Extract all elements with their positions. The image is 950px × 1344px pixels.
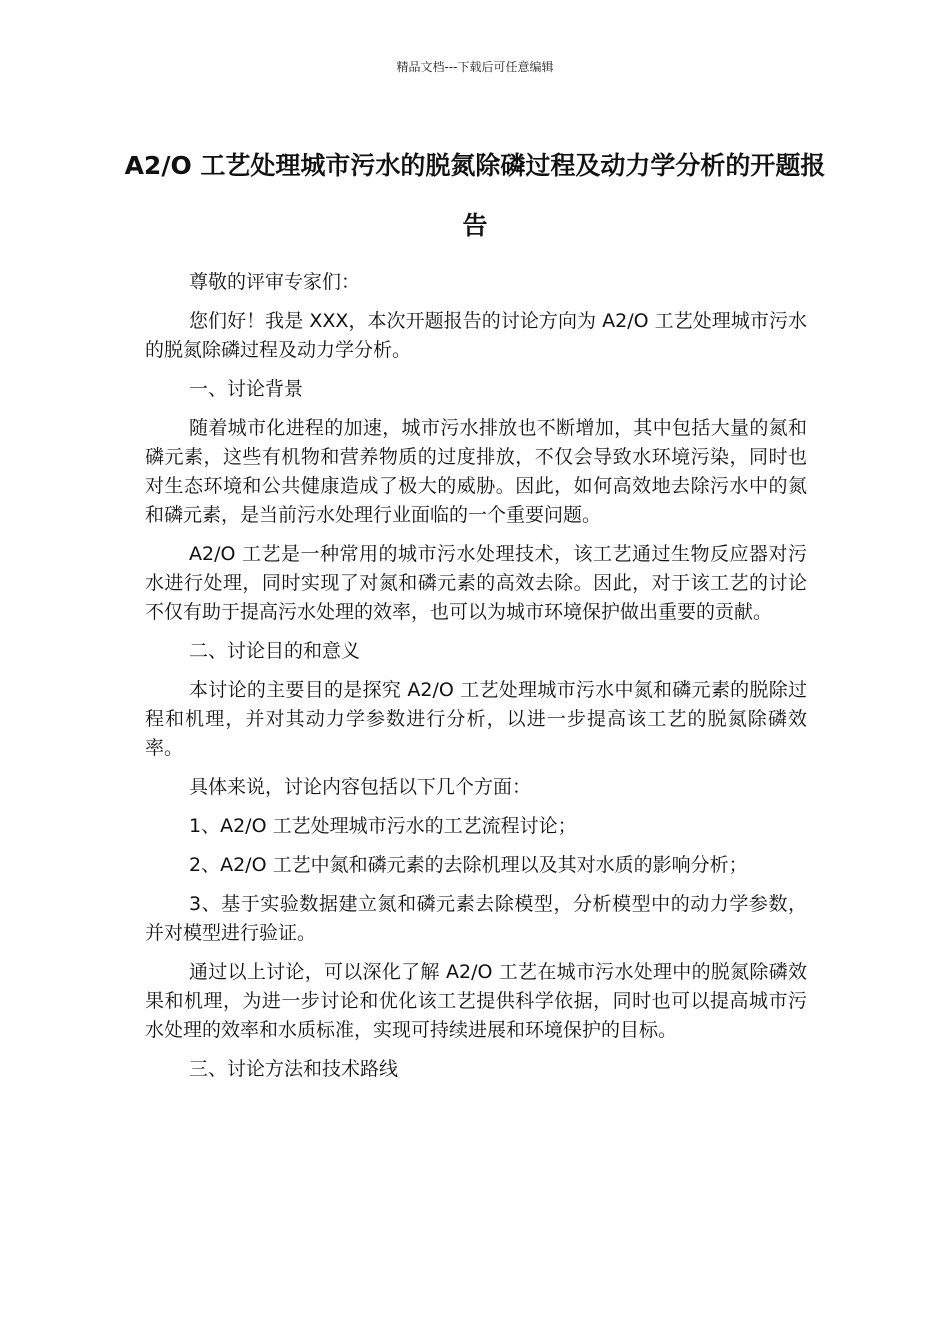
background-paragraph-1: 随着城市化进程的加速，城市污水排放也不断增加，其中包括大量的氮和磷元素，这些有机物和营养物质的过度排放，不仅会导致水环境污染，同时也对生态环境和公共健康造成了极大的威胁。因此，如何高效地去除污水中的氮和磷元素，是当前污水处理行业面临的一个重要问题。 [145,417,807,526]
list-item-2: 2、A2/O 工艺中氮和磷元素的去除机理以及其对水质的影响分析； [189,854,748,876]
list-item-1: 1、A2/O 工艺处理城市污水的工艺流程讨论； [189,815,577,837]
document-title: A2/O 工艺处理城市污水的脱氮除磷过程及动力学分析的开题报告 [124,151,826,240]
section-heading-purpose: 二、讨论目的和意义 [189,640,361,662]
list-item-3: 3、基于实验数据建立氮和磷元素去除模型，分析模型中的动力学参数，并对模型进行验证。 [145,893,807,944]
summary-paragraph: 通过以上讨论，可以深化了解 A2/O 工艺在城市污水处理中的脱氮除磷效果和机理，为进一步讨论和优化该工艺提供科学依据，同时也可以提高城市污水处理的效率和水质标准，实现可持续进展和环境保护的目标。 [145,961,807,1041]
document-body [145,268,807,1094]
content-lead-paragraph: 具体来说，讨论内容包括以下几个方面： [189,776,532,798]
purpose-paragraph: 本讨论的主要目的是探究 A2/O 工艺处理城市污水中氮和磷元素的脱除过程和机理，并对其动力学参数进行分析，以进一步提高该工艺的脱氮除磷效率。 [145,679,807,759]
section-heading-method: 三、讨论方法和技术路线 [189,1058,399,1080]
salutation: 尊敬的评审专家们： [189,271,361,293]
section-heading-background: 一、讨论背景 [189,378,304,400]
background-paragraph-2: A2/O 工艺是一种常用的城市污水处理技术，该工艺通过生物反应器对污水进行处理，同时实现了对氮和磷元素的高效去除。因此，对于该工艺的讨论不仅有助于提高污水处理的效率，也可以为城市环境保护做出重要的贡献。 [145,543,807,623]
header-note: 精品文档---下载后可任意编辑 [396,60,554,74]
intro-paragraph: 您们好！我是 XXX，本次开题报告的讨论方向为 A2/O 工艺处理城市污水的脱氮除磷过程及动力学分析。 [145,310,807,361]
